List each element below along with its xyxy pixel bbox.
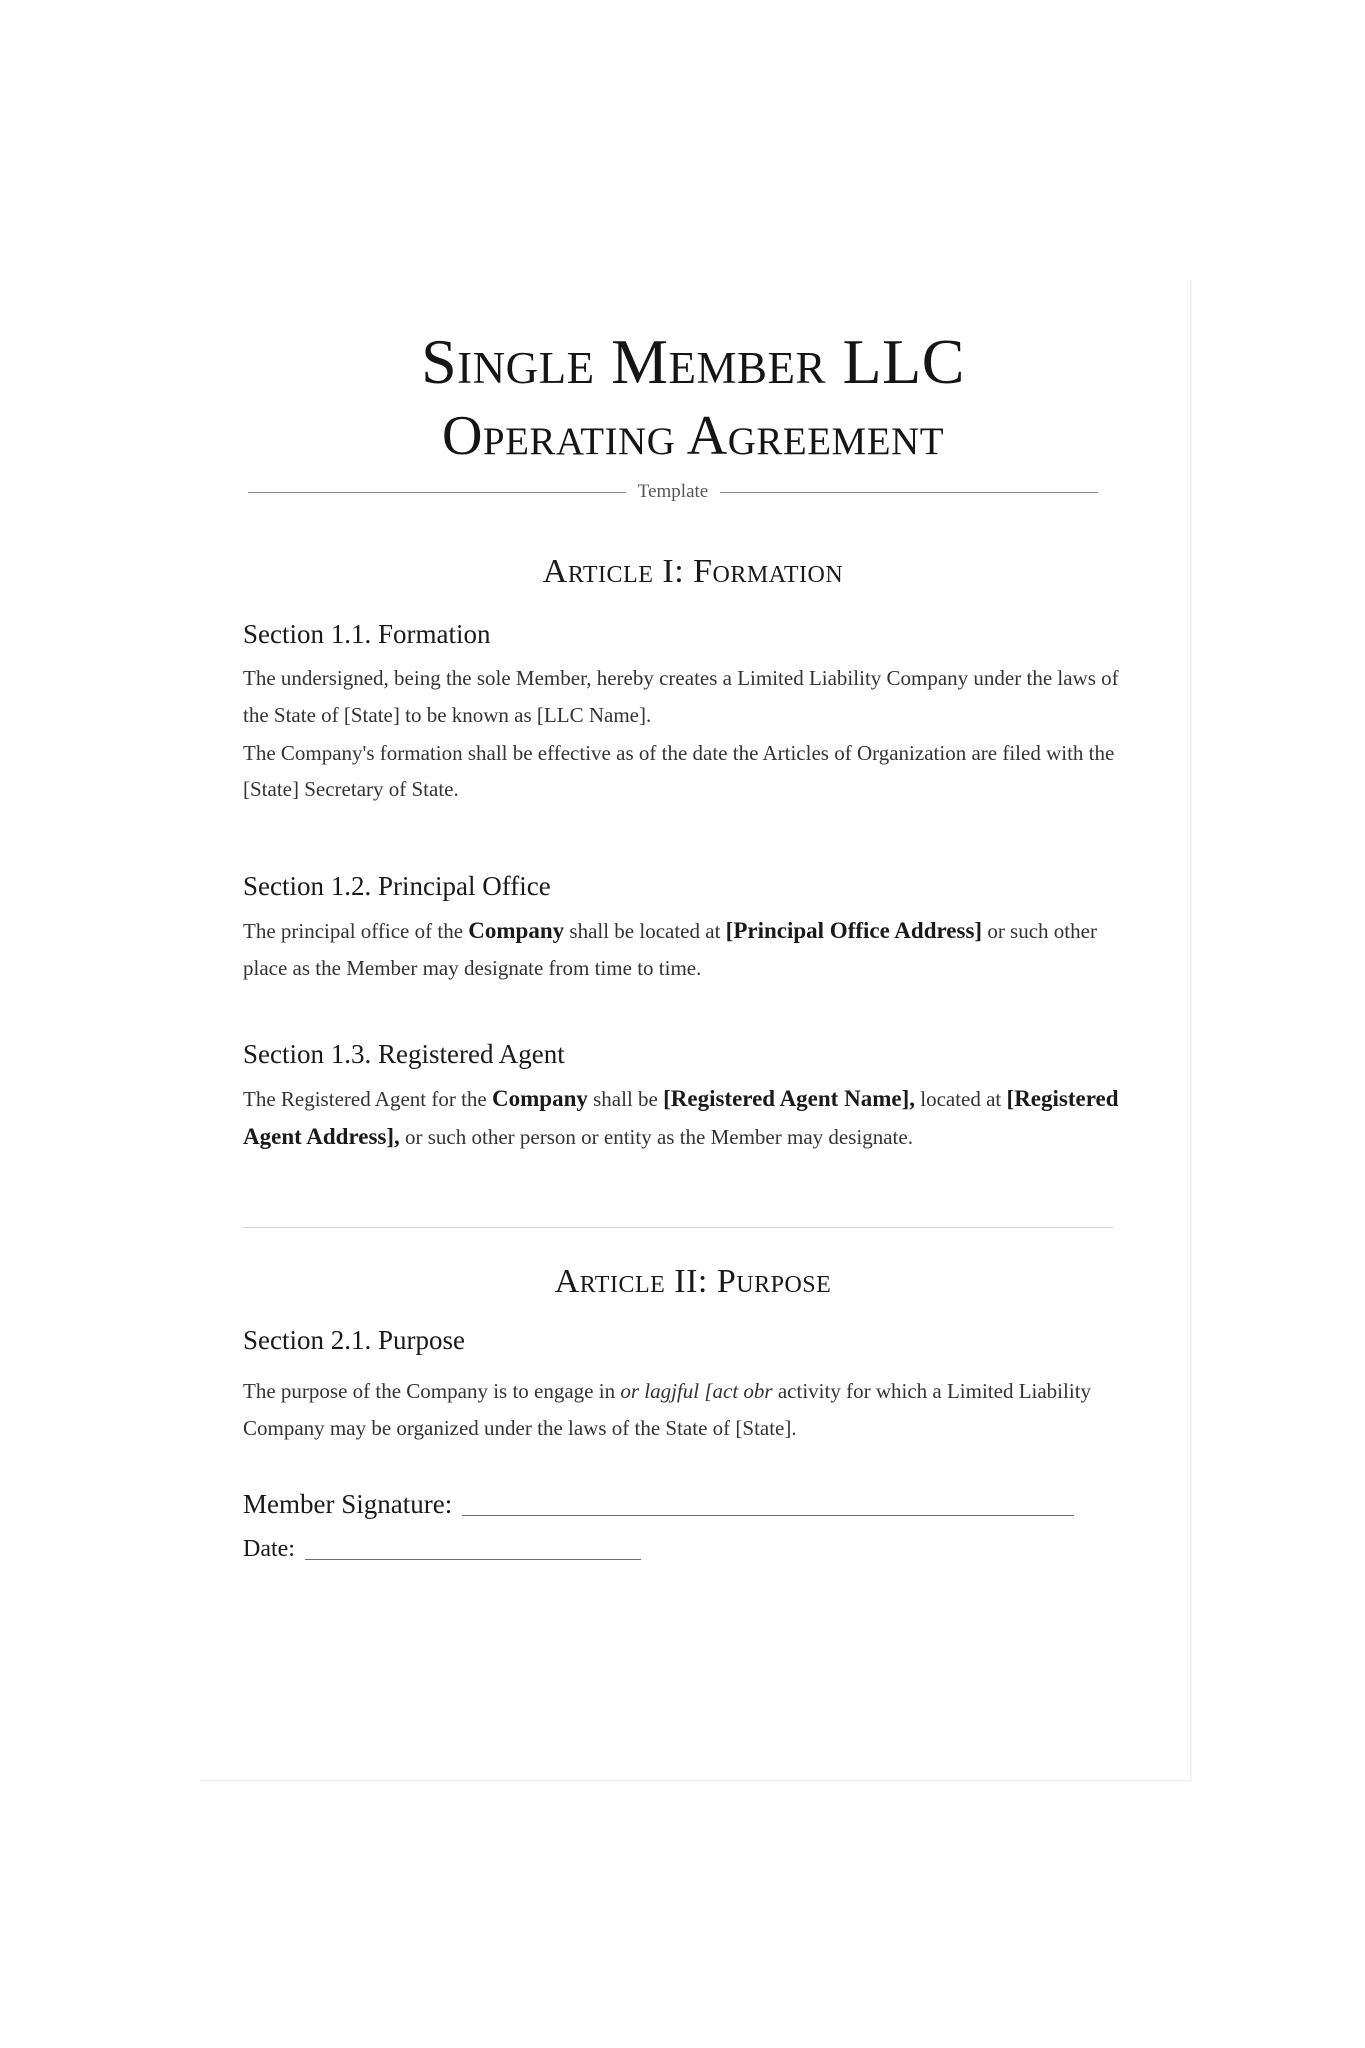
member-signature-label: Member Signature: <box>243 1489 453 1519</box>
registered-agent-address-placeholder: [Registered Agent Address], <box>243 1086 1119 1149</box>
article-divider <box>243 1227 1113 1228</box>
section-2-1-paragraph <box>243 1373 1133 1447</box>
member-signature-line[interactable] <box>462 1515 1074 1516</box>
date-line[interactable] <box>305 1559 641 1560</box>
section-1-3-text-b: shall be <box>587 1087 664 1111</box>
section-1-2-text-b: shall be located at <box>564 919 726 943</box>
article-2-heading: Article II: Purpose <box>554 1263 832 1300</box>
principal-office-placeholder: [Principal Office Address] <box>725 918 983 943</box>
company-term: Company <box>468 918 565 943</box>
document-title-line2: Operating Agreement <box>441 405 945 467</box>
section-2-1-text-b: activity for which a Limited Liability Company may be organized under the laws of the State of [State]. <box>243 1379 1092 1440</box>
section-1-1-paragraph-2: The Company's formation shall be effective as of the date the Articles of Organization are filed with the [State] Secretary of State. <box>243 741 1115 801</box>
section-1-3-text-c: located at <box>914 1087 1007 1111</box>
company-term: Company <box>492 1086 588 1111</box>
subtitle-label: Template <box>637 481 709 502</box>
page-edge-bottom <box>200 1780 1192 1782</box>
section-1-1-paragraph-1: The undersigned, being the sole Member, hereby creates a Limited Liability Company under the laws of the State of [State] to be known as [LLC Name]. <box>243 666 1119 727</box>
document-title-line1: Single Member LLC <box>421 326 965 397</box>
section-1-2-text-a: The principal office of the <box>243 919 469 943</box>
section-1-3-heading: Section 1.3. Registered Agent <box>243 1039 565 1069</box>
member-signature-row <box>243 1486 1074 1522</box>
section-2-1-heading: Section 2.1. Purpose <box>243 1325 465 1355</box>
section-1-3-paragraph <box>243 1080 1133 1156</box>
section-1-3-text-a: The Registered Agent for the <box>243 1087 493 1111</box>
section-1-2-heading: Section 1.2. Principal Office <box>243 871 551 901</box>
section-1-2-text-c: or such other place as the Member may designate from time to time. <box>243 919 1097 980</box>
section-1-2-paragraph <box>243 912 1133 987</box>
registered-agent-name-placeholder: [Registered Agent Name], <box>663 1086 915 1111</box>
page-edge-right <box>1190 280 1192 1780</box>
section-2-1-garbled-text: or lagjful [act obr <box>620 1379 773 1403</box>
subtitle-row <box>248 480 1098 504</box>
subtitle-rule-left <box>248 492 626 493</box>
subtitle-rule-right <box>720 492 1098 493</box>
section-1-3-text-d: or such other person or entity as the Member may designate. <box>399 1125 913 1149</box>
article-1-heading: Article I: Formation <box>542 553 844 590</box>
date-row <box>243 1532 641 1566</box>
date-label: Date: <box>243 1536 295 1562</box>
section-2-1-text-a: The purpose of the Company is to engage in <box>243 1379 621 1403</box>
section-1-1-heading: Section 1.1. Formation <box>243 619 491 649</box>
